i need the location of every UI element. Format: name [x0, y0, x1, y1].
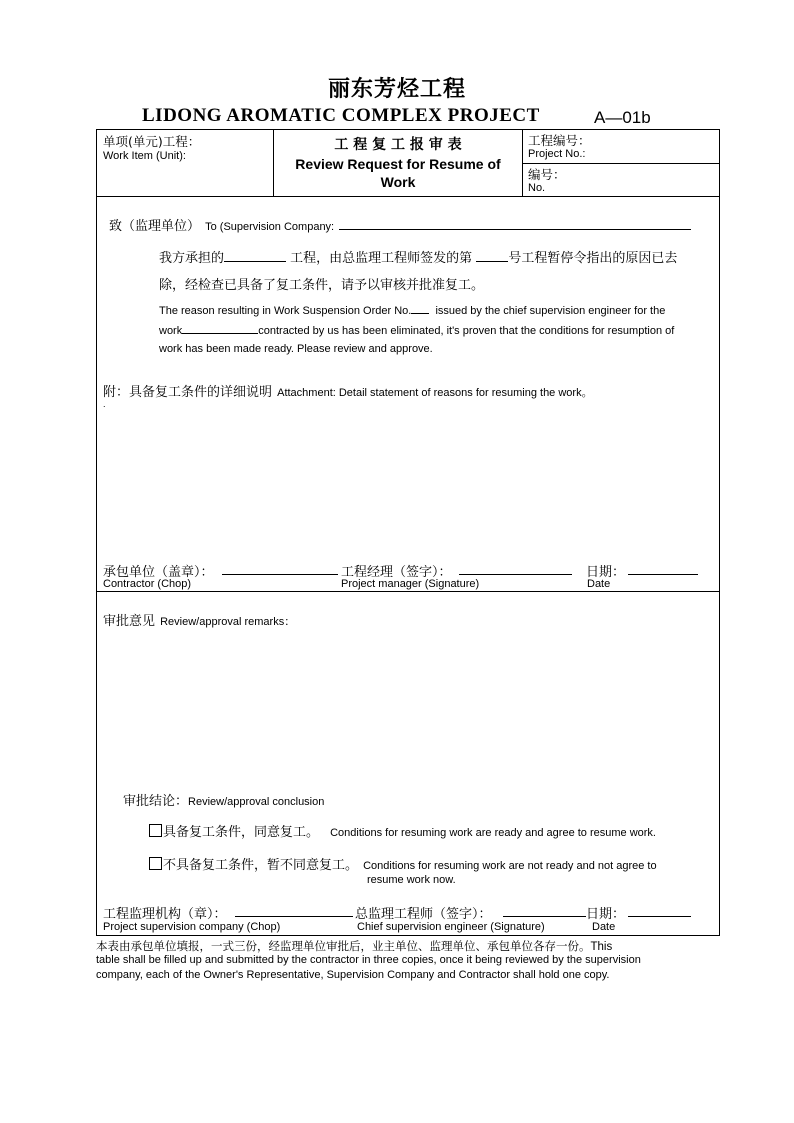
attachment-dot: .	[103, 399, 106, 409]
chief-engineer-field[interactable]	[503, 904, 586, 917]
review-remarks-line	[103, 610, 295, 629]
work-field-en[interactable]	[182, 323, 258, 334]
contractor-date-field[interactable]	[628, 562, 698, 575]
agree-checkbox[interactable]	[149, 824, 162, 837]
supervision-date-label-cn: 日期：	[586, 907, 626, 922]
no-label-en: No.	[528, 182, 546, 194]
footer-note-line1: 本表由承包单位填报，一式三份，经监理单位审批后，业主单位、监理单位、承包单位各存一份。This	[96, 941, 613, 953]
contractor-date-label-en: Date	[587, 578, 611, 590]
manager-signature-label-cn: 工程经理（签字）：	[341, 565, 452, 580]
option-agree-en: Conditions for resuming work are ready and agree to resume work.	[330, 827, 656, 839]
para-cn-1c: 号工程暂停令指出的原因已去	[508, 251, 678, 266]
form-title-cn: 工 程 复 工 报 审 表	[334, 137, 462, 153]
review-conclusion-line	[123, 790, 324, 809]
option-disagree[interactable]	[149, 854, 657, 873]
request-para-en-line2	[159, 323, 674, 337]
attachment-label-cn: 附：具备复工条件的详细说明	[103, 385, 273, 400]
footer-note-line3: company, each of the Owner's Representative, Supervision Company and Contractor shall hold one copy.	[96, 969, 610, 981]
contractor-chop-label-en: Contractor (Chop)	[103, 578, 192, 590]
project-title-en: LIDONG AROMATIC COMPLEX PROJECT	[142, 105, 540, 126]
chief-engineer-label-en: Chief supervision engineer (Signature)	[357, 921, 545, 933]
para-cn-1a: 我方承担的	[159, 251, 225, 266]
project-no-label-en: Project No.:	[528, 148, 586, 160]
contractor-chop-label-cn: 承包单位（盖章）：	[103, 565, 214, 580]
review-conclusion-label-en: Review/approval conclusion	[188, 796, 325, 808]
work-item-label-cn: 单项(单元)工程：	[103, 134, 201, 149]
attachment-label-en: Attachment: Detail statement of reasons for resuming the work。	[277, 387, 593, 399]
supervision-date-label-en: Date	[592, 921, 616, 933]
option-disagree-en-a: Conditions for resuming work are not ready and not agree to	[363, 860, 657, 872]
review-remarks-label-cn: 审批意见	[103, 614, 156, 629]
project-name-field[interactable]	[224, 249, 286, 262]
review-conclusion-label-cn: 审批结论：	[123, 794, 189, 809]
option-disagree-en-b: resume work now.	[367, 874, 456, 886]
order-no-field-en[interactable]	[411, 303, 429, 314]
supervision-date-field[interactable]	[628, 904, 691, 917]
para-en-2a: work	[159, 325, 183, 337]
manager-signature-label-en: Project manager (Signature)	[341, 578, 480, 590]
no-label-cn: 编号：	[528, 167, 566, 182]
request-para-en-line1	[159, 303, 665, 317]
manager-signature-field[interactable]	[459, 562, 572, 575]
attachment-line	[103, 381, 593, 400]
request-para-cn-line1	[159, 247, 677, 266]
to-line	[109, 215, 691, 234]
supervision-org-field[interactable]	[235, 904, 353, 917]
header-bottom-line	[96, 196, 720, 197]
option-agree[interactable]	[149, 821, 656, 840]
order-number-field[interactable]	[476, 249, 508, 262]
supervision-org-label-cn: 工程监理机构（章）：	[103, 907, 227, 922]
section-divider	[96, 591, 720, 592]
para-en-1b: issued by the chief supervision engineer for the	[435, 305, 666, 317]
disagree-checkbox[interactable]	[149, 857, 162, 870]
project-title-cn: 丽东芳烃工程	[327, 76, 466, 102]
option-disagree-cn: 不具备复工条件，暂不同意复工。	[163, 858, 359, 873]
footer-note-line2: table shall be filled up and submitted by the contractor in three copies, once it being reviewed by the supervision	[96, 954, 641, 966]
chief-engineer-label-cn: 总监理工程师（签字）：	[355, 907, 492, 922]
review-remarks-label-en: Review/approval remarks：	[160, 616, 296, 628]
request-para-cn-line2: 除，经检查已具备了复工条件，请予以审核并批准复工。	[159, 278, 485, 293]
supervision-company-field[interactable]	[339, 217, 691, 230]
para-en-2b: contracted by us has been eliminated, it's proven that the conditions for resumption of	[258, 325, 675, 337]
work-item-label-en: Work Item (Unit):	[103, 150, 186, 162]
project-no-label-cn: 工程编号：	[528, 133, 591, 148]
contractor-chop-field[interactable]	[222, 562, 338, 575]
request-para-en-line3: work has been made ready. Please review and approve.	[159, 343, 433, 355]
to-label-cn: 致（监理单位）	[109, 219, 201, 234]
to-label-en: To (Supervision Company:	[205, 221, 335, 233]
supervision-org-label-en: Project supervision company (Chop)	[103, 921, 281, 933]
form-code: A—01b	[594, 108, 651, 127]
option-agree-cn: 具备复工条件，同意复工。	[163, 825, 320, 840]
header-right-split	[522, 163, 720, 164]
para-en-1a: The reason resulting in Work Suspension Order No.	[159, 305, 412, 317]
contractor-date-label-cn: 日期：	[586, 565, 626, 580]
para-cn-1b: 工程，由总监理工程师签发的第	[290, 251, 473, 266]
form-title-en: Review Request for Resume of Work	[295, 156, 501, 190]
